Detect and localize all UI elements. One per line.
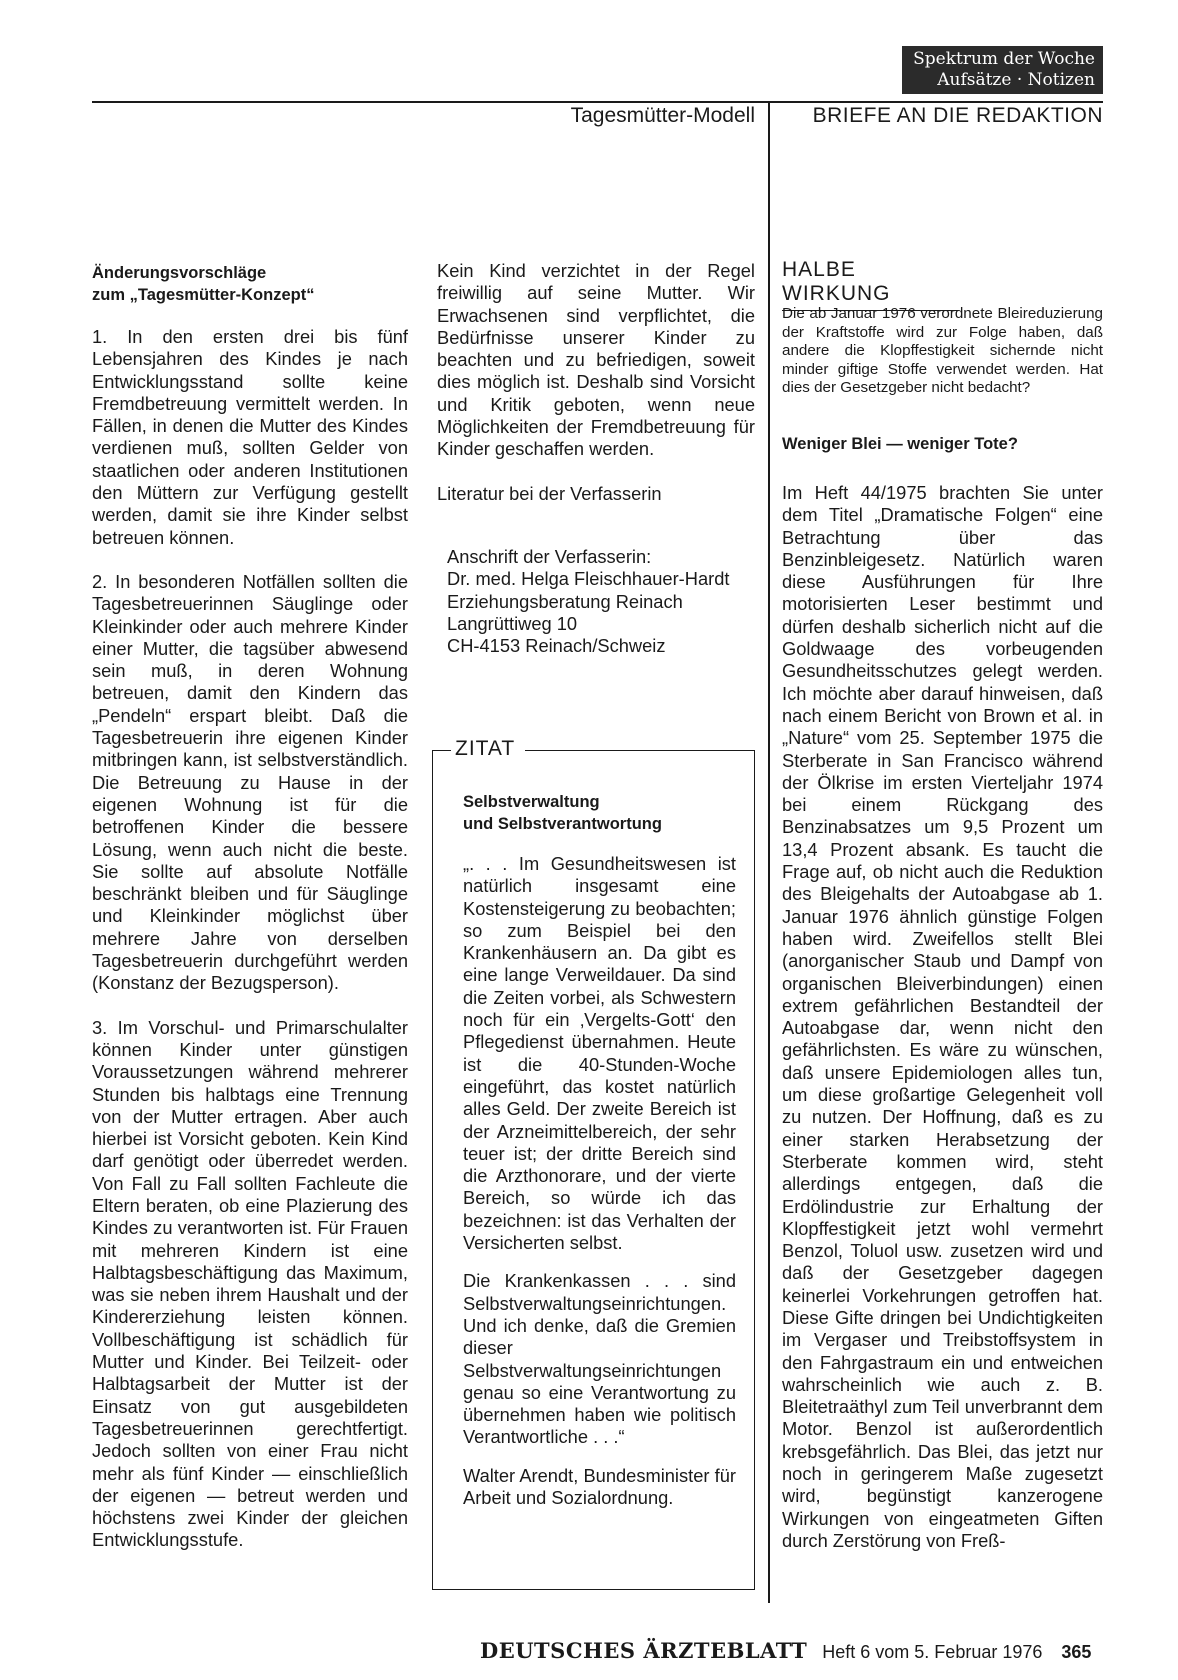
page-number: 365: [1061, 1642, 1092, 1662]
address-line: CH-4153 Reinach/Schweiz: [447, 635, 666, 657]
address-line: Dr. med. Helga Fleischhauer-Hardt: [447, 568, 730, 590]
letter-label: HALBE WIRKUNG: [782, 258, 958, 311]
page-footer: [480, 1638, 1091, 1663]
section-label-line1: Spektrum der Woche: [913, 49, 1095, 69]
header-rule: [92, 101, 1103, 103]
quote-headline-line2: und Selbstverantwortung: [463, 815, 662, 833]
article-headline-line2: zum „Tagesmütter-Konzept“: [92, 286, 315, 304]
article-paragraph-3: 3. Im Vorschul- und Primarschulalter können Kinder unter günstigen Voraussetzungen während mehrerer Stunden bis halbtags eine Trennung von der Mutter ertragen. Aber auch hierbei ist Vorsicht geboten. Kein Kind darf genötigt oder überredet werden. Von Fall zu Fall sollten Fachleute die Eltern beraten, ob eine Plazierung des Kindes zu verantworten ist. Für Frauen mit mehreren Kindern ist eine Halbtagsbeschäftigung das Maximum, was sie neben ihrem Haushalt und der Kindererziehung leisten können. Vollbeschäftigung ist schädlich für Mutter und Kinder. Bei Teilzeit- oder Halbtagsarbeit der Mutter ist der Einsatz von gut ausgebildeten Tagesbetreuerinnen gerechtfertigt. Jedoch sollten von einer Frau nicht mehr als fünf Kinder — einschließlich der eigenen — betreut werden und höchstens zwei Kinder der gleichen Entwicklungsstufe.: [92, 1016, 408, 1551]
address-line: Anschrift der Verfasserin:: [447, 546, 652, 567]
quote-box-label: ZITAT: [451, 737, 525, 761]
address-line: Erziehungsberatung Reinach: [447, 590, 683, 612]
quote-attribution: Walter Arendt, Bundesminister für Arbeit und Sozialordnung.: [463, 1464, 736, 1509]
running-head-right: BRIEFE AN DIE REDAKTION: [812, 104, 1103, 127]
literature-note: Literatur bei der Verfasserin: [437, 482, 662, 504]
letter-intro: Die ab Januar 1976 verordnete Bleireduzierung der Kraftstoffe wird zur Folge haben, daß andere die Klopffestigkeit sichernde nicht minder giftige Stoffe verwendet werden. Hat dies der Gesetzgeber nicht bedacht?: [782, 305, 1103, 397]
issue-info: Heft 6 vom 5. Februar 1976: [822, 1642, 1043, 1662]
quote-box: [432, 737, 755, 1590]
quote-headline-line1: Selbstverwaltung: [463, 793, 600, 811]
running-head-left: Tagesmütter-Modell: [570, 104, 755, 127]
quote-box-body: [463, 791, 736, 1525]
article-paragraph-2: 2. In besonderen Notfällen sollten die Tagesbetreuerinnen Säuglinge oder Kleinkinder oder auch mehrere Kinder einer Mutter, die tagsüber abwesend sein muß, in deren Wohnung betreuen, damit den Kindern das „Pendeln“ erspart bleibt. Daß die Tagesbetreuerin ihre eigenen Kinder mitbringen kann, ist selbstverständlich. Die Betreuung zu Hause in der eigenen Wohnung ist für die betroffenen Kinder die bessere Lösung, wenn auch nicht die beste. Sie sollte auf absolute Notfälle beschränkt bleiben und für Säuglinge und Kleinkinder möglichst über mehrere Jahre von derselben Tagesbetreuerin durchgeführt werden (Konstanz der Bezugsperson).: [92, 570, 408, 994]
column-divider: [768, 103, 770, 1603]
author-address: [447, 546, 757, 657]
article-headline-line1: Änderungsvorschläge: [92, 264, 267, 282]
section-label-line2: Aufsätze · Notizen: [937, 70, 1095, 90]
letter-headline: Weniger Blei — weniger Tote?: [782, 435, 1018, 453]
article-column-2: [437, 260, 755, 527]
article-column-1: [92, 262, 408, 1574]
section-label: [902, 46, 1103, 94]
quote-headline: [463, 791, 736, 835]
journal-masthead: DEUTSCHES ÄRZTEBLATT: [480, 1638, 808, 1663]
address-line: Langrüttiweg 10: [447, 612, 578, 634]
quote-paragraph-1: „. . . Im Gesundheitswesen ist natürlich insgesamt eine Kostensteigerung zu beobachten; so zum Beispiel bei den Krankenhäusern an. Da gibt es eine lange Verweildauer. Da sind die Zeiten vorbei, als Schwestern noch für ein ‚Vergelts-Gott‘ den Pflegedienst übernahmen. Heute ist die 40-Stunden-Woche eingeführt, das kostet natürlich alles Geld. Der zweite Bereich ist der Arzneimittelbereich, der sehr teuer ist; der dritte Bereich sind die Arzthonorare, und der vierte Bereich, so würde ich das bezeichnen: ist das Verhalten der Versicherten selbst.: [463, 853, 736, 1254]
article-paragraph-4: Kein Kind verzichtet in der Regel freiwillig auf seine Mutter. Wir Erwachsenen sind verpflichtet, die Bedürfnisse unserer Kinder zu beachten und zu befriedigen, soweit dies möglich ist. Deshalb sind Vorsicht und Kritik geboten, wenn neue Möglichkeiten der Fremdbetreuung für Kinder geschaffen werden.: [437, 260, 755, 460]
quote-paragraph-2: Die Krankenkassen . . . sind Selbstverwaltungseinrichtungen. Und ich denke, daß die Gremien dieser Selbstverwaltungseinrichtungen genau so eine Verantwortung zu übernehmen haben wie politisch Verantwortliche . . .“: [463, 1270, 736, 1448]
article-headline: [92, 262, 408, 306]
article-paragraph-1: 1. In den ersten drei bis fünf Lebensjahren des Kindes je nach Entwicklungsstand sollte keine Fremdbetreuung vermittelt werden. In Fällen, in denen die Mutter des Kindes verdienen muß, sollten Gelder von staatlichen oder anderen Institutionen den Müttern zur Verfügung gestellt werden, damit sie ihre Kinder selbst betreuen können.: [92, 326, 408, 548]
letter-body: Im Heft 44/1975 brachten Sie unter dem Titel „Dramatische Folgen“ eine Betrachtung über das Benzinbleigesetz. Natürlich waren diese Ausführungen für Ihre motorisierten Leser bestimmt und dürfen deshalb sicherlich nicht auf die Goldwaage des vorbeugenden Gesundheitsschutzes gelegt werden. Ich möchte aber darauf hinweisen, daß nach einem Bericht von Brown et al. in „Nature“ vom 25. September 1975 die Sterberate in San Francisco während der Ölkrise im ersten Vierteljahr 1974 bei einem Rückgang des Benzinabsatzes um 9,5 Prozent um 13,4 Prozent absank. Es taucht die Frage auf, ob nicht auch die Reduktion des Bleigehalts der Autoabgase ab 1. Januar 1976 ähnlich günstige Folgen haben wird. Zweifellos stellt Blei (anorganischer Staub und Dampf von organischen Bleiverbindungen) einen extrem gefährlichen Bestandteil der Autoabgase dar, wenn nicht den gefährlichsten. Es wäre zu wünschen, daß unsere Epidemiologen alles tun, um diese großartige Gelegenheit voll zu nutzen. Der Hoffnung, daß es zu einer starken Herabsetzung der Sterberate kommen wird, steht allerdings entgegen, daß die Erdölindustrie zur Erhaltung der Klopffestigkeit jetzt wohl vermehrt Benzol, Toluol usw. zusetzen wird und daß der Gesetzgeber dagegen keinerlei Vorkehrungen getroffen hat. Diese Gifte dringen bei Undichtigkeiten im Vergaser und Treibstoffsystem in den Fahrgastraum ein und entweichen wahrscheinlich wie auch z. B. Bleitetraäthyl zum Teil unverbrannt dem Motor. Benzol ist außerordentlich krebsgefährlich. Das Blei, das jetzt nur noch in geringerem Maße zugesetzt wird, begünstigt kanzerogene Wirkungen von eingeatmeten Giften durch Zerstörung von Freß-: [782, 482, 1103, 1551]
